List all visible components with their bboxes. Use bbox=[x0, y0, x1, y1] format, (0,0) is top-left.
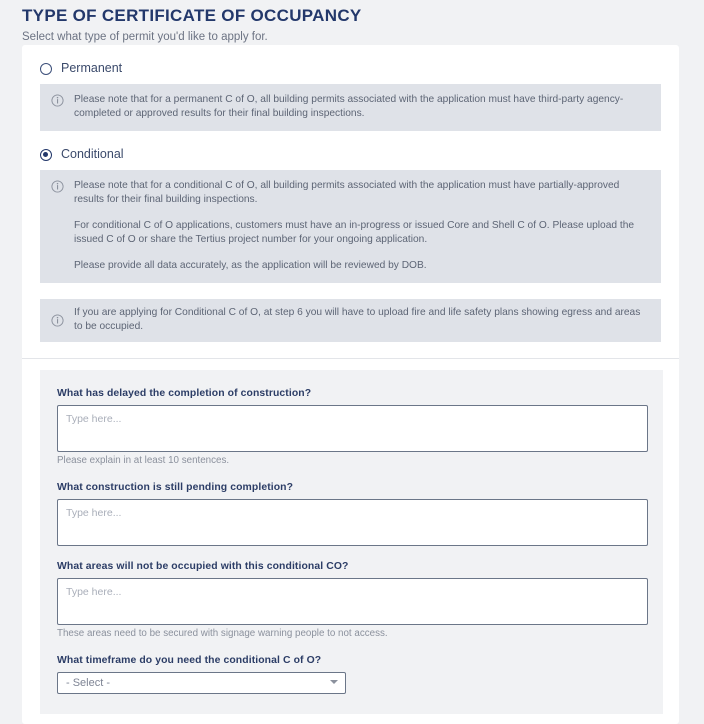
field-timeframe bbox=[57, 654, 646, 694]
info-paragraph: If you are applying for Conditional C of O, at step 6 you will have to upload fire and life safety plans showing egress and areas to be occupied. bbox=[74, 307, 641, 332]
field-label-timeframe: What timeframe do you need the conditional C of O? bbox=[57, 655, 322, 666]
certificate-type-card bbox=[22, 45, 679, 724]
field-unoccupied-areas bbox=[57, 560, 646, 640]
pending-construction-input[interactable] bbox=[57, 499, 648, 546]
field-label-delay-reason: What has delayed the completion of construction? bbox=[57, 388, 312, 399]
radio-permanent[interactable] bbox=[40, 63, 52, 75]
field-hint-delay-reason: Please explain in at least 10 sentences. bbox=[57, 455, 230, 466]
unoccupied-areas-input[interactable] bbox=[57, 578, 648, 625]
timeframe-select[interactable] bbox=[57, 672, 346, 694]
field-label-unoccupied-areas: What areas will not be occupied with this conditional CO? bbox=[57, 561, 349, 572]
info-text-conditional bbox=[74, 179, 647, 273]
certificate-type-options bbox=[22, 45, 679, 342]
info-paragraph: Please provide all data accurately, as the application will be reviewed by DOB. bbox=[74, 260, 427, 271]
info-circle-icon bbox=[51, 180, 64, 193]
radio-label-conditional: Conditional bbox=[61, 147, 124, 161]
info-text-permanent bbox=[74, 93, 647, 121]
radio-option-conditional[interactable] bbox=[40, 147, 661, 162]
delay-reason-input[interactable] bbox=[57, 405, 648, 452]
info-circle-icon bbox=[51, 94, 64, 107]
radio-label-permanent: Permanent bbox=[61, 61, 123, 75]
field-pending-construction bbox=[57, 481, 646, 546]
info-paragraph: Please note that for a permanent C of O, all building permits associated with the application must have third-party agency-completed or approved results for their final building inspections. bbox=[74, 94, 624, 119]
info-box-permanent bbox=[40, 84, 661, 131]
info-box-standalone-notice bbox=[40, 299, 661, 342]
field-delay-reason bbox=[57, 387, 646, 467]
section-divider bbox=[22, 358, 679, 359]
radio-option-permanent[interactable] bbox=[40, 61, 661, 76]
page-header bbox=[0, 0, 704, 44]
page-subtitle: Select what type of permit you'd like to apply for. bbox=[22, 31, 268, 43]
info-circle-icon bbox=[51, 314, 64, 327]
field-label-pending-construction: What construction is still pending completion? bbox=[57, 482, 294, 493]
field-hint-unoccupied-areas: These areas need to be secured with signage warning people to not access. bbox=[57, 628, 388, 639]
radio-conditional[interactable] bbox=[40, 149, 52, 161]
option-group-permanent bbox=[40, 61, 661, 131]
option-group-conditional bbox=[40, 147, 661, 283]
info-box-conditional bbox=[40, 170, 661, 283]
info-text-standalone bbox=[74, 306, 647, 334]
timeframe-select-wrapper bbox=[57, 672, 346, 694]
info-paragraph: For conditional C of O applications, customers must have an in-progress or issued Core and Shell C of O. Please upload the issued C of O or share the Tertius project number for your ongoing application. bbox=[74, 220, 635, 245]
conditional-details-form bbox=[40, 370, 663, 714]
info-paragraph: Please note that for a conditional C of O, all building permits associated with the application must have partially-approved results for their final building inspections. bbox=[74, 180, 620, 205]
page-title: TYPE OF CERTIFICATE OF OCCUPANCY bbox=[22, 6, 362, 25]
